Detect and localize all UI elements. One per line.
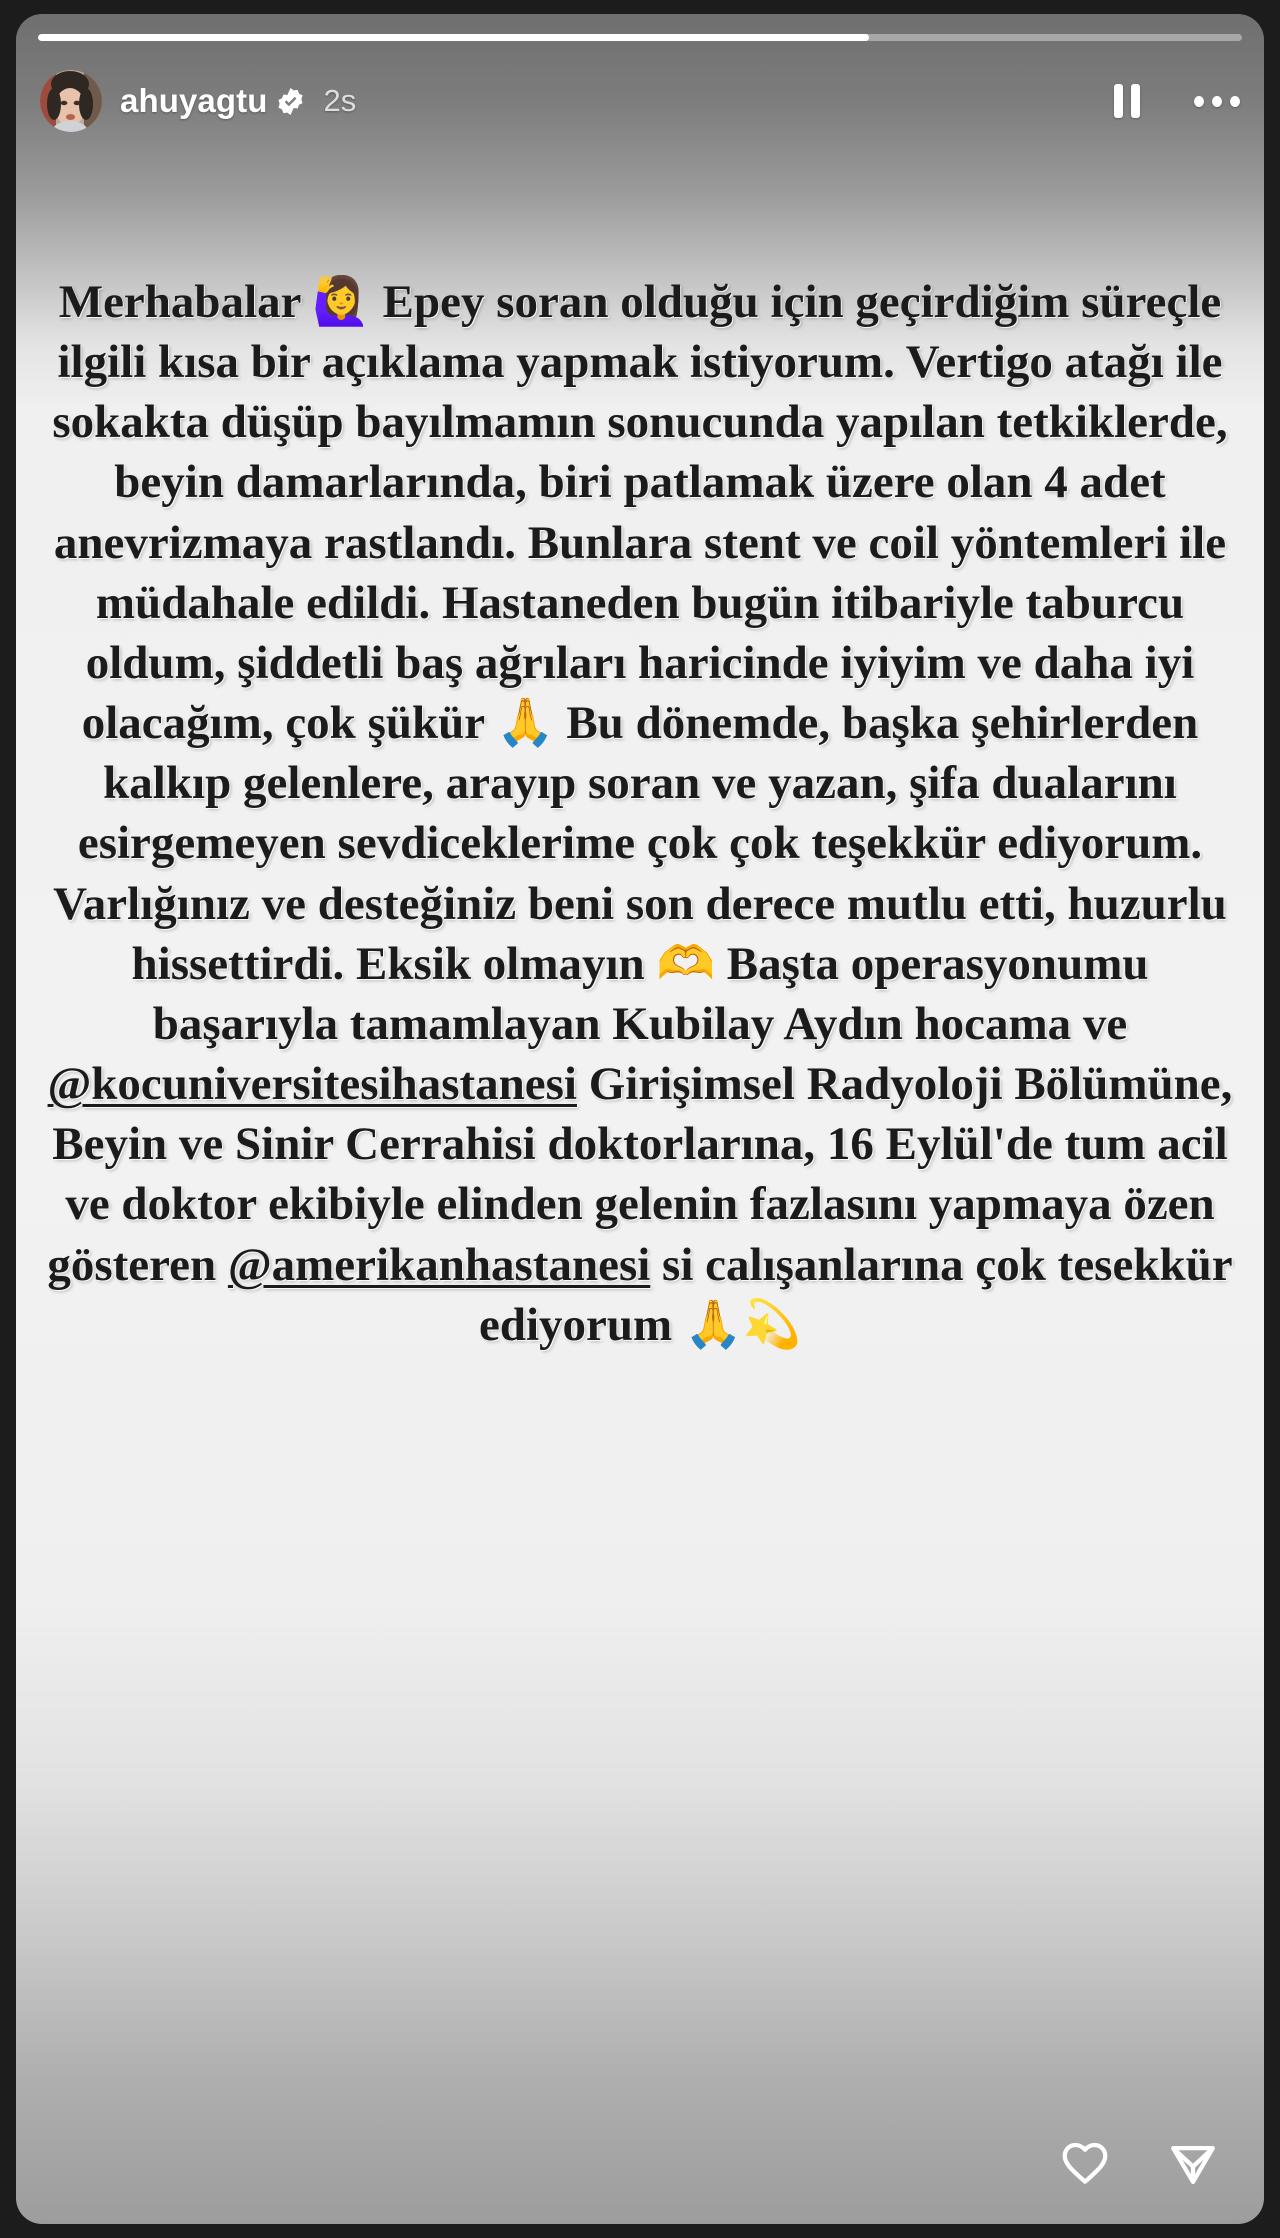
story-text-run: si calışanlarına çok tesekkür ediyorum: [478, 1238, 1233, 1351]
username-label[interactable]: ahuyagtu: [120, 82, 268, 119]
story-actions: [1058, 2136, 1220, 2190]
story-progress-bar[interactable]: [38, 34, 1242, 41]
pause-bar-right: [1131, 84, 1140, 118]
emoji: 🙏: [683, 1296, 743, 1352]
emoji: 🙋‍♀️: [312, 274, 371, 329]
timestamp-label: 2s: [323, 83, 357, 118]
emoji: 🙏: [496, 695, 555, 751]
story-text-run: Başta operasyonumu başarıyla tamamlayan Kubilay Aydın hocama ve: [152, 937, 1149, 1050]
more-dot-1: [1194, 96, 1204, 107]
story-card[interactable]: [16, 14, 1264, 2224]
story-progress-fill: [38, 34, 869, 41]
pause-bar-left: [1114, 84, 1123, 118]
story-text-body: [36, 272, 1244, 1355]
story-text-run: Girişimsel Radyoloji Bölümüne, Beyin ve Sinir Cerrahisi doktorlarına, 16 Eylül'de tum acil ve doktor ekibiyle elinden gelenin fazlasını yapmaya özen gösteren: [47, 1058, 1233, 1291]
mention-link[interactable]: @kocuniversitesihastanesi: [47, 1058, 577, 1111]
emoji: 💫: [742, 1296, 802, 1352]
verified-badge-icon: [276, 87, 305, 116]
more-dot-3: [1230, 96, 1240, 107]
story-header: [40, 66, 1240, 136]
pause-icon[interactable]: [1106, 80, 1148, 122]
emoji: 🫶: [656, 935, 715, 991]
more-options-icon[interactable]: [1194, 80, 1240, 122]
paper-plane-icon[interactable]: [1166, 2136, 1220, 2190]
story-text-run: Epey soran olduğu için geçirdiğim süreçle ilgili kısa bir açıklama yapmak istiyorum. Vertigo atağı ile sokakta düşüp bayılmamın sonucunda yapılan tetkiklerde, beyin damarlarında, biri patlamak üzere olan 4 adet anevrizmaya rastlandı. Bunlara stent ve coil yöntemleri ile müdahale edildi. Hastaneden bugün itibariyle taburcu oldum, şiddetli baş ağrıları haricinde iyiyim ve daha iyi olacağım, çok şükür: [52, 276, 1228, 750]
mention-link[interactable]: @amerikanhastanesi: [227, 1238, 651, 1291]
heart-icon[interactable]: [1058, 2136, 1112, 2190]
story-text-run: Merhabalar: [58, 276, 313, 328]
story-text-run: Bu dönemde, başka şehirlerden kalkıp gelenlere, arayıp soran ve yazan, şifa dualarını esirgemeyen sevdiceklerime çok çok teşekkür ediyorum. Varlığınız ve desteğiniz beni son derece mutlu etti, huzurlu hissettirdi. Eksik olmayın: [53, 697, 1227, 990]
profile-avatar-image: [40, 70, 102, 132]
avatar[interactable]: [40, 70, 102, 132]
more-dot-2: [1212, 96, 1222, 107]
